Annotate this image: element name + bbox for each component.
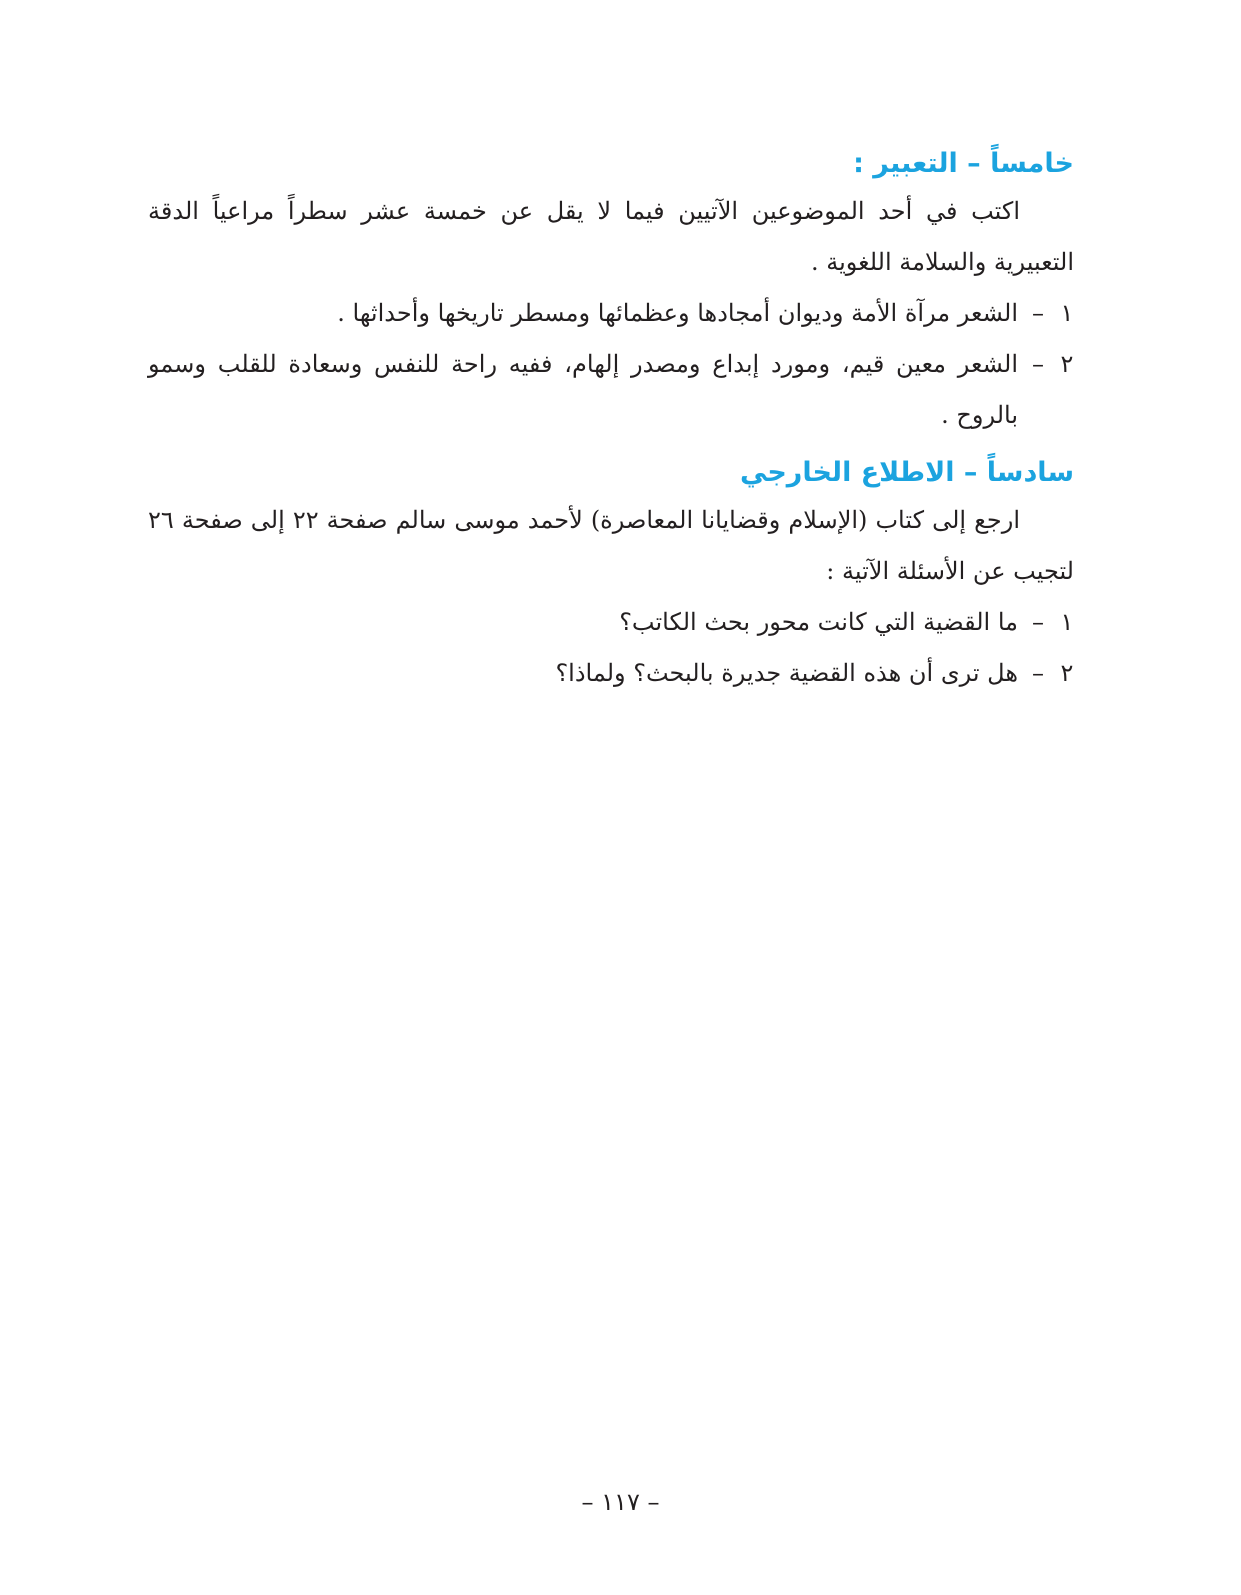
item-dash: – [1032,299,1044,327]
section-intro-external-reading: ارجع إلى كتاب (الإسلام وقضايانا المعاصرة) لأحمد موسى سالم صفحة ٢٢ إلى صفحة ٢٦ لتجيب عن الأسئلة الآتية : [148,506,1074,585]
item-dash: – [1032,659,1044,687]
page-number: – ١١٧ – [581,1488,660,1516]
item-text: الشعر مرآة الأمة وديوان أمجادها وعظمائها ومسطر تاريخها وأحداثها . [337,299,1018,327]
item-dash: – [1032,608,1044,636]
item-number: ٢ [1060,350,1074,378]
item-number: ١ [1060,299,1074,327]
item-text: الشعر معين قيم، ومورد إبداع ومصدر إلهام، ففيه راحة للنفس وسعادة للقلب وسمو بالروح . [148,350,1018,429]
list-item [148,597,1074,648]
list-item [148,648,1074,699]
section-heading-expression: خامساً – التعبير : [853,148,1074,179]
item-number: ١ [1060,608,1074,636]
list-item [148,339,1074,441]
page-content [148,142,1074,699]
section-heading-external-reading: سادساً – الاطلاع الخارجي [740,457,1074,488]
list-item [148,288,1074,339]
item-text: هل ترى أن هذه القضية جديرة بالبحث؟ ولماذا؟ [555,659,1018,687]
item-dash: – [1032,350,1044,378]
item-text: ما القضية التي كانت محور بحث الكاتب؟ [619,608,1018,636]
section-intro-expression: اكتب في أحد الموضوعين الآتيين فيما لا يقل عن خمسة عشر سطراً مراعياً الدقة التعبيرية والسلامة اللغوية . [148,197,1074,276]
item-number: ٢ [1060,659,1074,687]
